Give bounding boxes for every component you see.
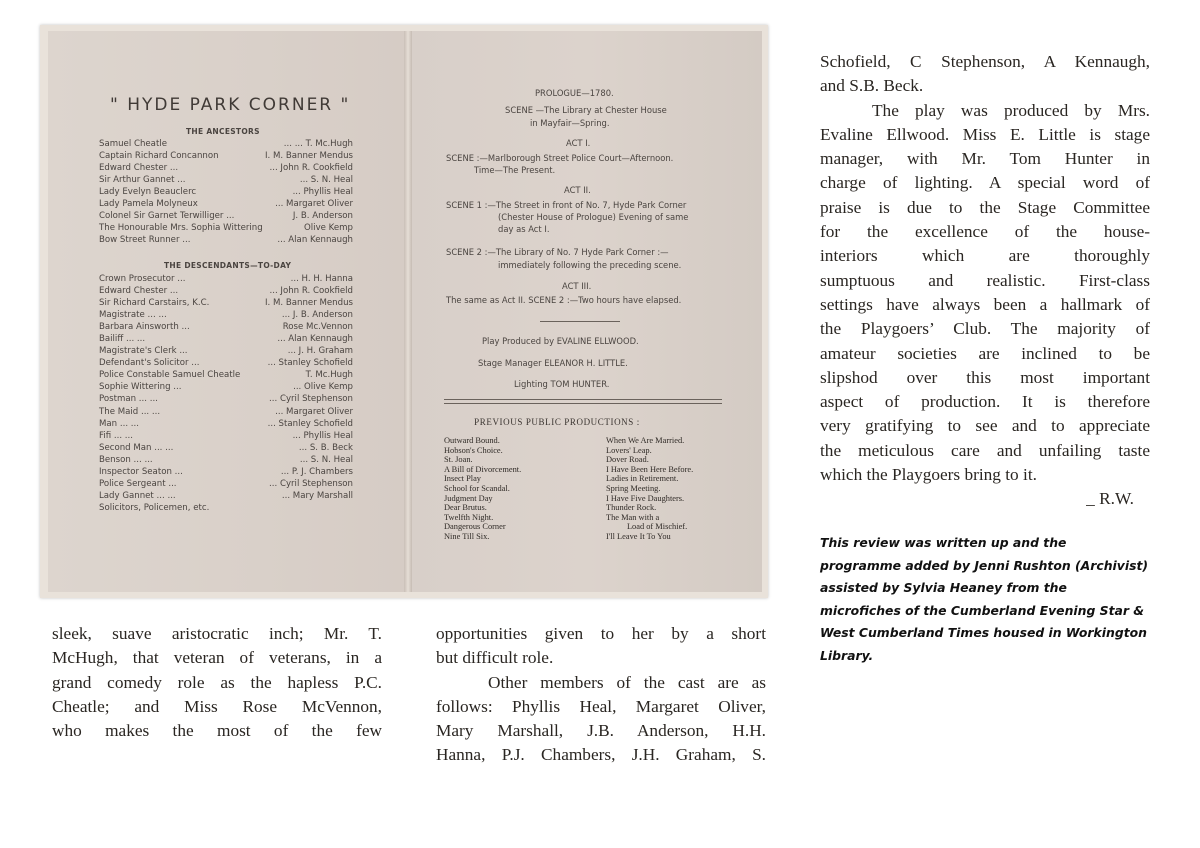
cast-role: The Honourable Mrs. Sophia Wittering <box>99 223 263 234</box>
cast-role: Captain Richard Concannon <box>99 151 219 162</box>
text-line: Other members of the cast are as <box>488 672 766 692</box>
cast-row <box>99 199 353 211</box>
cast-row <box>99 322 353 334</box>
cast-row <box>99 479 353 491</box>
cast-row <box>99 491 353 503</box>
cast-actor: ... J. H. Graham <box>287 346 353 357</box>
programme-fold <box>404 31 412 592</box>
cast-role: Magistrate's Clerk ... <box>99 346 188 357</box>
cast-actor: Olive Kemp <box>304 223 353 234</box>
text-line: sumptuous and realistic. First-class <box>820 270 1150 290</box>
text-line: charge of lighting. A special word of <box>820 173 1150 193</box>
production-title: The Man with a <box>606 512 660 522</box>
text-line: but difficult role. <box>436 648 554 668</box>
cast-row <box>99 175 353 187</box>
cast-row <box>99 382 353 394</box>
cast-role: Magistrate ... ... <box>99 310 167 321</box>
production-title: Thunder Rock. <box>606 503 657 513</box>
act2-scene1-line3: day as Act I. <box>498 224 550 234</box>
cast-role: Barbara Ainsworth ... <box>99 322 190 333</box>
production-title: Dangerous Corner <box>444 522 506 532</box>
cast-row <box>99 407 353 419</box>
cast-row <box>99 298 353 310</box>
cast-role: Lady Pamela Molyneux <box>99 199 198 210</box>
act2-heading: ACT II. <box>564 185 591 195</box>
descendants-heading: THE DESCENDANTS—TO-DAY <box>164 261 292 270</box>
cast-role: Lady Evelyn Beauclerc <box>99 187 197 198</box>
text-line: manager, with Mr. Tom Hunter in <box>820 149 1150 169</box>
cast-actor: ... Alan Kennaugh <box>277 235 353 246</box>
production-title: School for Scandal. <box>444 483 510 493</box>
cast-role: Solicitors, Policemen, etc. <box>99 502 210 513</box>
cast-row <box>99 443 353 455</box>
previous-productions-heading: PREVIOUS PUBLIC PRODUCTIONS : <box>474 417 640 427</box>
cast-actor: ... Alan Kennaugh <box>277 334 353 345</box>
production-title: Ladies in Retirement. <box>606 474 679 484</box>
text-line: Hanna, P.J. Chambers, J.H. Graham, S. <box>436 745 766 765</box>
text-line: Evaline Ellwood. Miss E. Little is stage <box>820 124 1150 144</box>
production-title: Insect Play <box>444 474 481 484</box>
cast-actor: ... S. N. Heal <box>299 175 353 186</box>
prologue-scene-line1: SCENE —The Library at Chester House <box>505 105 667 115</box>
ancestors-heading: THE ANCESTORS <box>186 127 260 136</box>
act2-scene2-line2: immediately following the preceding scene. <box>498 260 682 270</box>
act1-scene-line1: SCENE :—Marlborough Street Police Court—Afternoon. <box>446 153 674 163</box>
production-title: Dear Brutus. <box>444 503 487 513</box>
cast-row <box>99 370 353 382</box>
production-title: Hobson's Choice. <box>444 445 503 455</box>
cast-role: Edward Chester ... <box>99 163 179 174</box>
text-line: who makes the most of the few <box>52 721 382 741</box>
previous-productions-right <box>606 436 693 542</box>
cast-row <box>99 286 353 298</box>
text-line: McHugh, that veteran of veterans, in a <box>52 648 382 668</box>
cast-actor: ... Olive Kemp <box>293 382 353 393</box>
cast-row <box>99 334 353 346</box>
cast-actor: ... Stanley Schofield <box>267 358 353 369</box>
cast-actor: ... Cyril Stephenson <box>269 478 353 489</box>
cast-row <box>99 187 353 199</box>
cast-role: Man ... ... <box>99 418 139 429</box>
ancestors-list <box>99 139 353 247</box>
cast-role: Samuel Cheatle <box>99 139 167 149</box>
cast-role: The Maid ... ... <box>99 406 161 417</box>
cast-row <box>99 419 353 431</box>
text-line: settings have always been a hallmark of <box>820 294 1150 314</box>
cast-row <box>99 431 353 443</box>
production-title: Load of Mischief. <box>606 522 688 532</box>
cast-row <box>99 394 353 406</box>
lighting: Lighting TOM HUNTER. <box>514 379 610 389</box>
cast-row <box>99 455 353 467</box>
text-line: Schofield, C Stephenson, A Kennaugh, <box>820 52 1150 71</box>
text-line: Cheatle; and Miss Rose McVennon, <box>52 696 382 716</box>
cast-row <box>99 346 353 358</box>
text-line: very gratifying to see and to appreciate <box>820 416 1150 436</box>
text-line: grand comedy role as the hapless P.C. <box>52 672 382 692</box>
text-line: Mary Marshall, J.B. Anderson, H.H. <box>436 721 766 741</box>
cast-actor: ... Stanley Schofield <box>267 418 353 429</box>
cast-role: Sir Arthur Gannet ... <box>99 175 186 186</box>
cast-row <box>99 310 353 322</box>
act1-scene-line2: Time—The Present. <box>474 165 556 175</box>
text-line: the meticulous care and unfailing taste <box>820 440 1150 460</box>
cast-actor: ... Margaret Oliver <box>275 199 353 210</box>
act2-scene1-line2: (Chester House of Prologue) Evening of same <box>498 212 689 222</box>
act1-heading: ACT I. <box>566 138 591 148</box>
cast-row <box>99 223 353 235</box>
article-column-3 <box>820 50 1150 512</box>
cast-row <box>99 151 353 163</box>
cast-actor: Rose Mc.Vennon <box>282 322 353 333</box>
cast-role: Sophie Wittering ... <box>99 382 182 393</box>
divider-double-top <box>444 399 722 400</box>
cast-actor: ... Margaret Oliver <box>275 406 353 417</box>
production-title: Dover Road. <box>606 455 649 465</box>
text-line: amateur societies are inclined to be <box>820 343 1150 363</box>
cast-role: Postman ... ... <box>99 394 158 405</box>
article-column-1 <box>52 622 382 743</box>
cast-row <box>99 163 353 175</box>
production-title: I Have Been Here Before. <box>606 464 694 474</box>
divider-short <box>540 321 620 322</box>
text-line: which the Playgoers bring to it. <box>820 465 1037 485</box>
act3-heading: ACT III. <box>562 281 592 291</box>
programme-title: " HYDE PARK CORNER " <box>110 95 351 115</box>
programme-photo <box>40 25 768 598</box>
cast-actor: ... Phyllis Heal <box>292 187 353 198</box>
production-title: St. Joan. <box>444 455 473 465</box>
prologue-heading: PROLOGUE—1780. <box>535 88 614 98</box>
cast-row <box>99 467 353 479</box>
article-column-2 <box>436 622 766 768</box>
production-title: A Bill of Divorcement. <box>444 464 522 474</box>
production-title: Spring Meeting. <box>606 483 661 493</box>
archive-credit-note: This review was written up and the programme added by Jenni Rushton (Archivist) assisted by Sylvia Heaney from the microfiches of the Cumberland Evening Star & West Cumberland Times housed in Workington Library. <box>820 535 1149 663</box>
cast-actor: J. B. Anderson <box>292 211 353 222</box>
text-line: praise is due to the Stage Committee <box>820 197 1150 217</box>
cast-actor: ... Phyllis Heal <box>292 430 353 441</box>
text-line: sleek, suave aristocratic inch; Mr. T. <box>52 624 382 643</box>
cast-role: Second Man ... ... <box>99 442 174 453</box>
text-line: aspect of production. It is therefore <box>820 392 1150 412</box>
production-title: When We Are Married. <box>606 436 685 445</box>
text-line: interiors which are thoroughly <box>820 246 1150 266</box>
cast-role: Inspector Seaton ... <box>99 466 183 477</box>
cast-actor: ... ... T. Mc.Hugh <box>283 139 353 149</box>
cast-role: Bow Street Runner ... <box>99 235 191 246</box>
cast-row <box>99 274 353 286</box>
text-line: the Playgoers’ Club. The majority of <box>820 319 1150 339</box>
cast-actor: ... S. B. Beck <box>298 442 353 453</box>
author-signoff: _ R.W. <box>1086 489 1134 509</box>
cast-role: Bailiff ... ... <box>99 334 146 345</box>
cast-actor: ... J. B. Anderson <box>281 310 353 321</box>
production-title: Nine Till Six. <box>444 531 490 541</box>
cast-role: Colonel Sir Garnet Terwilliger ... <box>99 211 235 222</box>
cast-row <box>99 358 353 370</box>
act2-scene1-line1: SCENE 1 :—The Street in front of No. 7, Hyde Park Corner <box>446 200 687 210</box>
cast-role: Defendant's Solicitor ... <box>99 358 200 369</box>
cast-role: Lady Gannet ... ... <box>99 490 176 501</box>
cast-row <box>99 139 353 151</box>
production-title: Twelfth Night. <box>444 512 494 522</box>
cast-actor: ... John R. Cookfield <box>269 163 353 174</box>
descendants-list <box>99 274 353 515</box>
production-title: I'll Leave It To You <box>606 531 671 541</box>
cast-role: Benson ... ... <box>99 454 153 465</box>
text-line: follows: Phyllis Heal, Margaret Oliver, <box>436 696 766 716</box>
cast-role: Crown Prosecutor ... <box>99 274 186 284</box>
divider-double-bottom <box>444 403 722 404</box>
prologue-scene-line2: in Mayfair—Spring. <box>530 118 610 128</box>
text-line: for the excellence of the house- <box>820 222 1150 242</box>
production-title: I Have Five Daughters. <box>606 493 685 503</box>
act2-scene2-line1: SCENE 2 :—The Library of No. 7 Hyde Park Corner :— <box>446 247 669 257</box>
text-line: opportunities given to her by a short <box>436 624 766 643</box>
cast-role: Police Constable Samuel Cheatle <box>99 370 241 381</box>
production-title: Judgment Day <box>444 493 493 503</box>
cast-actor: ... Cyril Stephenson <box>269 394 353 405</box>
cast-actor: I. M. Banner Mendus <box>264 298 353 309</box>
cast-row <box>99 211 353 223</box>
act3-scene: The same as Act II. SCENE 2 :—Two hours have elapsed. <box>446 295 682 305</box>
cast-actor: I. M. Banner Mendus <box>264 151 353 162</box>
cast-role: Fifi ... ... <box>99 430 133 441</box>
cast-row <box>99 235 353 247</box>
text-line: slipshod over this most important <box>820 367 1150 387</box>
cast-role: Sir Richard Carstairs, K.C. <box>99 298 210 309</box>
cast-actor: ... S. N. Heal <box>299 454 353 465</box>
cast-actor: ... H. H. Hanna <box>290 274 353 284</box>
text-line: The play was produced by Mrs. <box>872 100 1150 120</box>
cast-actor: ... P. J. Chambers <box>280 466 353 477</box>
cast-role: Edward Chester ... <box>99 286 179 297</box>
cast-row <box>99 503 353 515</box>
text-line: and S.B. Beck. <box>820 76 924 96</box>
cast-role: Police Sergeant ... <box>99 478 177 489</box>
cast-actor: ... John R. Cookfield <box>269 286 353 297</box>
cast-actor: ... Mary Marshall <box>281 490 353 501</box>
produced-by: Play Produced by EVALINE ELLWOOD. <box>482 336 639 346</box>
previous-productions-left <box>444 436 521 542</box>
stage-manager: Stage Manager ELEANOR H. LITTLE. <box>478 358 628 368</box>
production-title: Outward Bound. <box>444 436 500 445</box>
production-title: Lovers' Leap. <box>606 445 652 455</box>
cast-actor: T. Mc.Hugh <box>305 370 353 381</box>
